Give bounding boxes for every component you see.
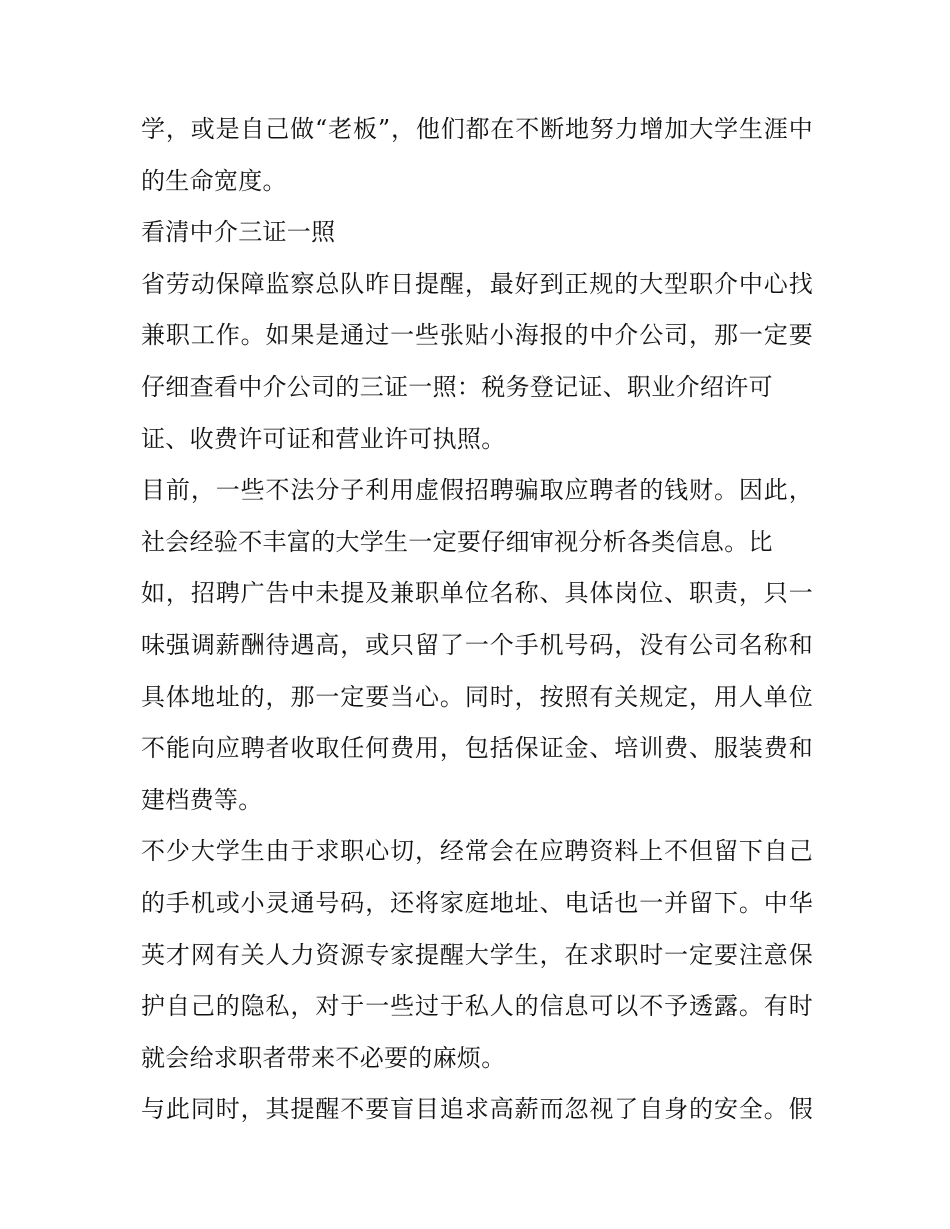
text-line: 的手机或小灵通号码，还将家庭地址、电话也一并留下。中华 xyxy=(141,888,813,917)
text-line: 仔细查看中介公司的三证一照：税务登记证、职业介绍许可 xyxy=(141,372,773,401)
text-line: 不少大学生由于求职心切，经常会在应聘资料上不但留下自己 xyxy=(141,837,813,866)
text-line: 建档费等。 xyxy=(141,785,263,814)
text-line: 省劳动保障监察总队昨日提醒，最好到正规的大型职介中心找 xyxy=(141,269,813,298)
text-line: 不能向应聘者收取任何费用，包括保证金、培训费、服装费和 xyxy=(141,734,813,763)
text-line: 就会给求职者带来不必要的麻烦。 xyxy=(141,1043,506,1072)
text-line: 学，或是自己做“老板”，他们都在不断地努力增加大学生涯中 xyxy=(141,115,813,143)
text-line: 英才网有关人力资源专家提醒大学生，在求职时一定要注意保 xyxy=(141,940,813,969)
text-line: 具体地址的，那一定要当心。同时，按照有关规定，用人单位 xyxy=(141,682,813,711)
text-line: 如，招聘广告中未提及兼职单位名称、具体岗位、职责，只一 xyxy=(141,579,813,608)
text-line: 证、收费许可证和营业许可执照。 xyxy=(141,424,506,453)
text-line: 兼职工作。如果是通过一些张贴小海报的中介公司，那一定要 xyxy=(141,321,813,350)
text-line: 味强调薪酬待遇高，或只留了一个手机号码，没有公司名称和 xyxy=(141,630,813,659)
section-heading: 看清中介三证一照 xyxy=(141,218,336,247)
text-line: 目前，一些不法分子利用虚假招聘骗取应聘者的钱财。因此， xyxy=(141,476,813,505)
text-line: 的生命宽度。 xyxy=(141,166,287,195)
document-body xyxy=(141,104,813,1136)
text-line: 护自己的隐私，对于一些过于私人的信息可以不予透露。有时 xyxy=(141,992,813,1021)
text-line: 社会经验不丰富的大学生一定要仔细审视分析各类信息。比 xyxy=(141,527,773,556)
text-line: 与此同时，其提醒不要盲目追求高薪而忽视了自身的安全。假 xyxy=(141,1095,813,1124)
